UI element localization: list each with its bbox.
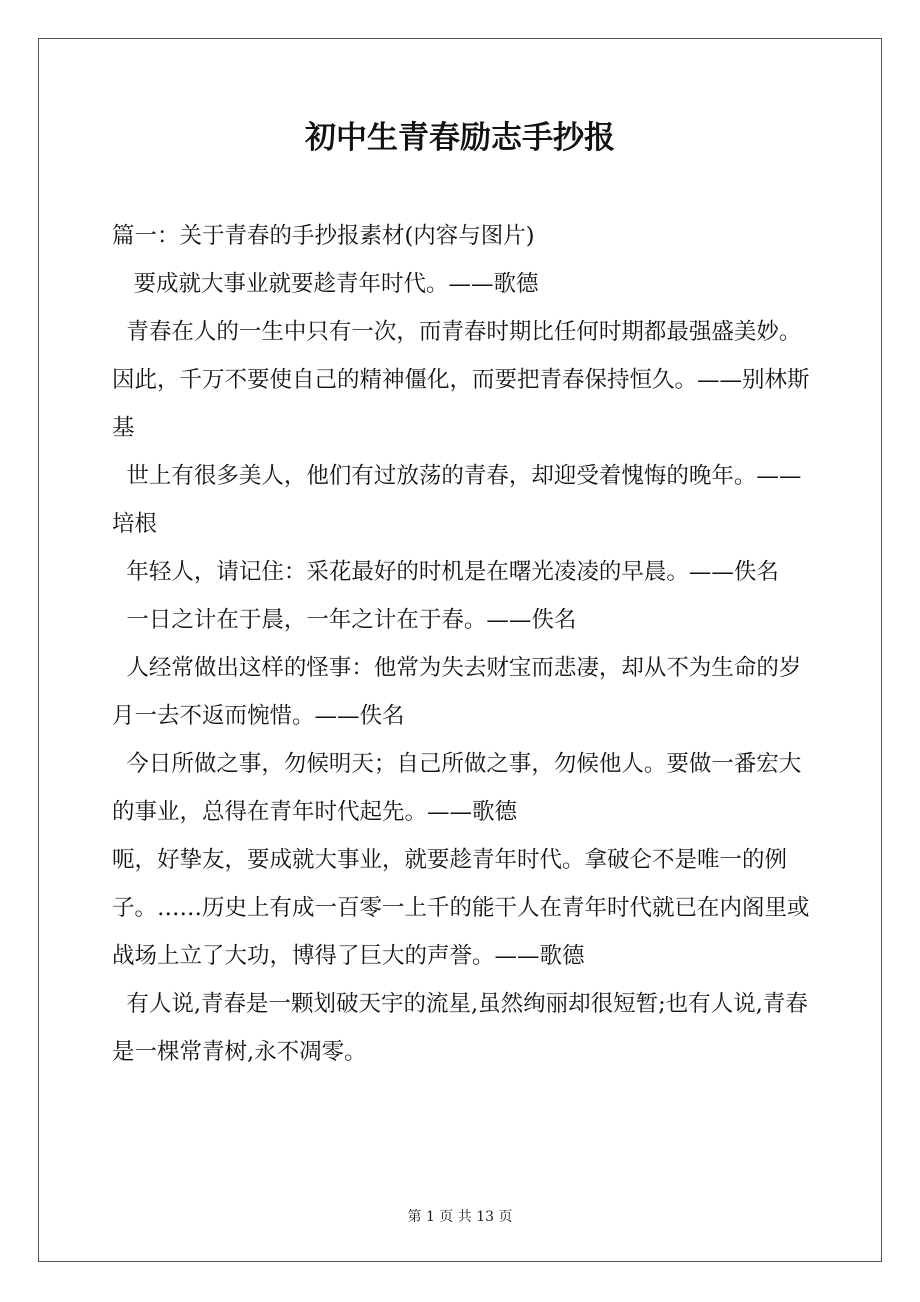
paragraph-5: 年轻人，请记住：采花最好的时机是在曙光凌凌的早晨。——佚名 — [112, 559, 779, 585]
page-number-footer: 第 1 页 共 13 页 — [407, 1209, 513, 1225]
paragraph-8: 今日所做之事，勿候明天；自己所做之事，勿候他人。要做一番宏大的事业，总得在青年时代起先。——歌德 — [112, 751, 802, 825]
paragraph-3: 青春在人的一生中只有一次，而青春时期比任何时期都最强盛美妙。因此，千万不要使自己的精神僵化，而要把青春保持恒久。——别林斯基 — [112, 319, 810, 441]
paragraph-7: 人经常做出这样的怪事：他常为失去财宝而悲凄，却从不为生命的岁月一去不返而惋惜。——佚名 — [112, 655, 802, 729]
paragraph-6: 一日之计在于晨，一年之计在于春。——佚名 — [112, 607, 577, 633]
paragraph-10: 有人说,青春是一颗划破天宇的流星,虽然绚丽却很短暂;也有人说,青春是一棵常青树,永不凋零。 — [112, 991, 808, 1065]
document-body — [112, 212, 812, 1076]
paragraph-2: 要成就大事业就要趁青年时代。——歌德 — [112, 271, 539, 297]
paragraph-1: 篇一：关于青春的手抄报素材(内容与图片) — [112, 223, 535, 249]
paragraph-9: 呃，好挚友，要成就大事业，就要趁青年时代。拿破仑不是唯一的例子。……历史上有成一百零一上千的能干人在青年时代就已在内阁里或战场上立了大功，博得了巨大的声誉。——歌德 — [112, 847, 810, 969]
document-title: 初中生青春励志手抄报 — [305, 120, 615, 156]
paragraph-4: 世上有很多美人，他们有过放荡的青春，却迎受着愧悔的晚年。——培根 — [112, 463, 802, 537]
